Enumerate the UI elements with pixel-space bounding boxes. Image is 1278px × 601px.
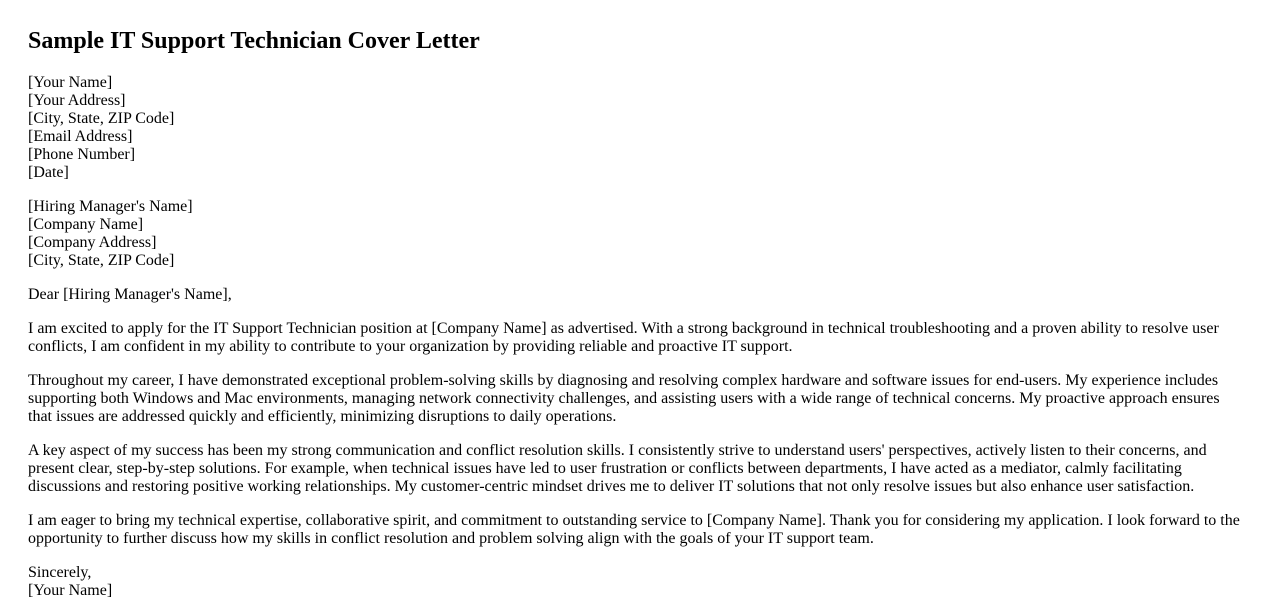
sender-email: [Email Address] — [28, 128, 133, 145]
sender-block — [28, 74, 1250, 182]
sender-name: [Your Name] — [28, 74, 113, 91]
recipient-company-address: [Company Address] — [28, 234, 157, 251]
sender-phone: [Phone Number] — [28, 146, 136, 163]
sender-city-state-zip: [City, State, ZIP Code] — [28, 110, 175, 127]
recipient-city-state-zip: [City, State, ZIP Code] — [28, 252, 175, 269]
letter-date: [Date] — [28, 164, 69, 181]
recipient-company-name: [Company Name] — [28, 216, 144, 233]
page-title: Sample IT Support Technician Cover Letter — [28, 28, 480, 54]
salutation: Dear [Hiring Manager's Name], — [28, 286, 232, 303]
recipient-block — [28, 198, 1250, 270]
closing-block — [28, 564, 1250, 600]
body-paragraph-3: A key aspect of my success has been my strong communication and conflict resolution skills. I consistently strive to understand users' perspectives, actively listen to their concerns, and present clear, step-by-step solutions. For example, when technical issues have led to user frustration or conflicts between departments, I have acted as a mediator, calmly facilitating discussions and restoring positive working relationships. My customer-centric mindset drives me to deliver IT solutions that not only resolve issues but also enhance user satisfaction. — [28, 442, 1207, 495]
body-paragraph-1: I am excited to apply for the IT Support Technician position at [Company Name] as advertised. With a strong background in technical troubleshooting and a proven ability to resolve user conflicts, I am confident in my ability to contribute to your organization by providing reliable and proactive IT support. — [28, 320, 1219, 355]
recipient-manager-name: [Hiring Manager's Name] — [28, 198, 193, 215]
body-paragraph-4: I am eager to bring my technical expertise, collaborative spirit, and commitment to outstanding service to [Company Name]. Thank you for considering my application. I look forward to the opportunity to further discuss how my skills in conflict resolution and problem solving align with the goals of your IT support team. — [28, 512, 1240, 547]
body-paragraph-2: Throughout my career, I have demonstrated exceptional problem-solving skills by diagnosing and resolving complex hardware and software issues for end-users. My experience includes supporting both Windows and Mac environments, managing network connectivity challenges, and assisting users with a wide range of technical concerns. My proactive approach ensures that issues are addressed quickly and efficiently, minimizing disruptions to daily operations. — [28, 372, 1220, 425]
sender-address: [Your Address] — [28, 92, 126, 109]
closing: Sincerely, — [28, 564, 92, 581]
signature-name: [Your Name] — [28, 582, 113, 599]
